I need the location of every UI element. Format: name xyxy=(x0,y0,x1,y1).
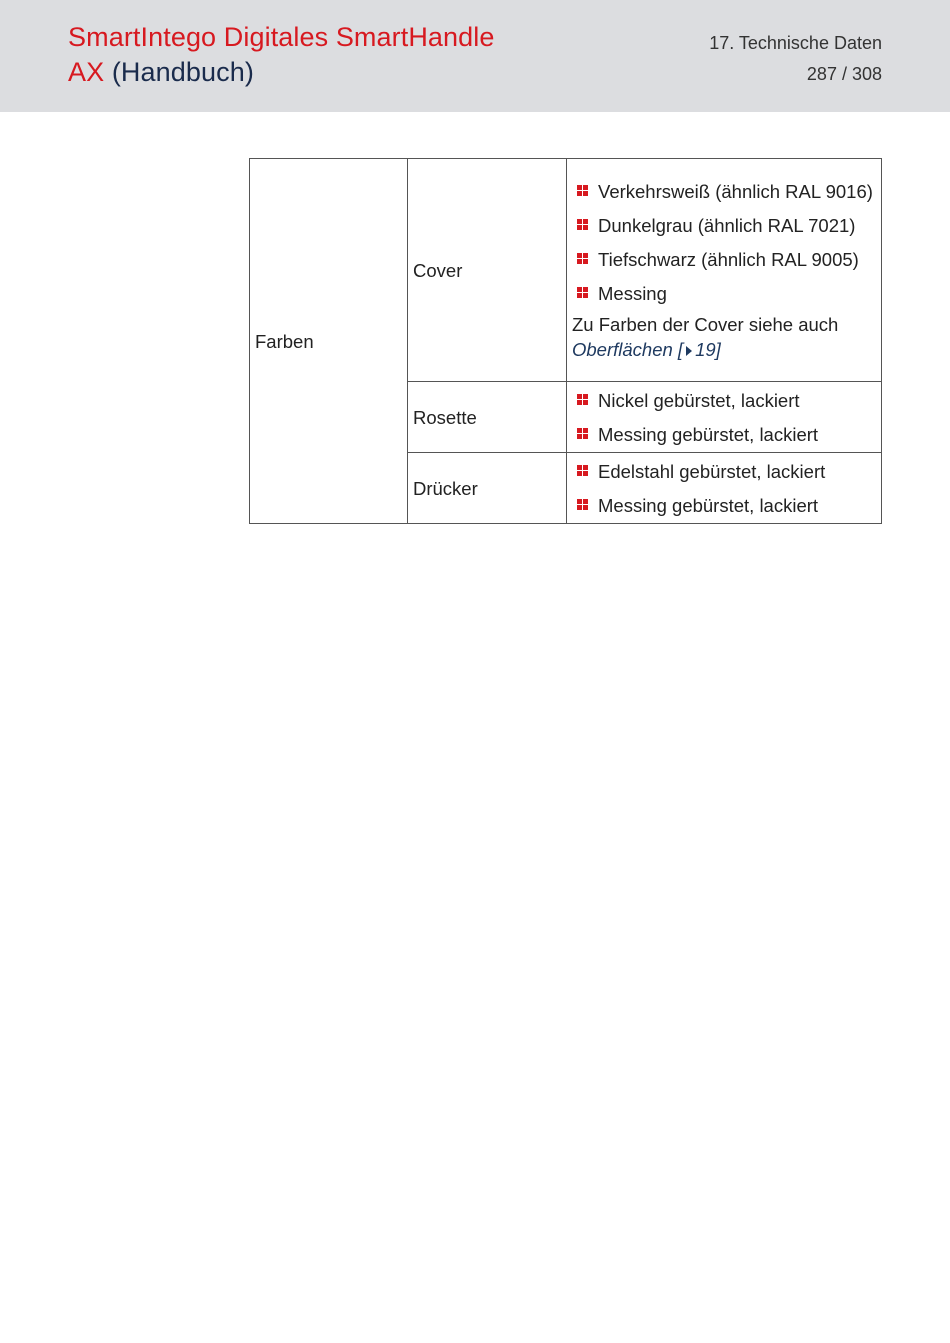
title-model: AX xyxy=(68,57,105,87)
rosette-values xyxy=(567,382,882,453)
chapter-info xyxy=(709,28,882,90)
bullet-icon xyxy=(577,428,588,439)
rosette-list xyxy=(572,388,876,447)
title-line-2 xyxy=(68,55,495,90)
cover-list xyxy=(572,179,876,306)
page-number: 287 / 308 xyxy=(806,64,882,84)
cover-note xyxy=(572,312,876,362)
cover-values xyxy=(567,159,882,382)
bullet-icon xyxy=(577,465,588,476)
list-item: Messing gebürstet, lackiert xyxy=(572,493,876,518)
table-row xyxy=(250,159,882,382)
list-item: Tiefschwarz (ähnlich RAL 9005) xyxy=(572,247,876,272)
surface-link[interactable]: Oberflächen [ 19] xyxy=(572,338,721,360)
chapter-title: 17. Technische Daten xyxy=(709,33,882,53)
druecker-list xyxy=(572,459,876,518)
druecker-values xyxy=(567,453,882,524)
arrow-right-icon xyxy=(686,346,692,356)
row-label-farben: Farben xyxy=(250,159,408,524)
list-item: Dunkelgrau (ähnlich RAL 7021) xyxy=(572,213,876,238)
bullet-icon xyxy=(577,287,588,298)
document-title xyxy=(68,20,495,90)
sub-label-druecker: Drücker xyxy=(408,453,567,524)
title-subtitle: (Handbuch) xyxy=(111,57,254,87)
note-text: Zu Farben der Cover siehe auch xyxy=(572,313,839,335)
bullet-icon xyxy=(577,185,588,196)
bullet-icon xyxy=(577,219,588,230)
list-item: Nickel gebürstet, lackiert xyxy=(572,388,876,413)
list-item: Verkehrsweiß (ähnlich RAL 9016) xyxy=(572,179,876,204)
list-item: Messing xyxy=(572,281,876,306)
list-item: Edelstahl gebürstet, lackiert xyxy=(572,459,876,484)
bullet-icon xyxy=(577,394,588,405)
page-header xyxy=(0,0,950,112)
title-line-1: SmartIntego Digitales SmartHandle xyxy=(68,22,495,52)
bullet-icon xyxy=(577,253,588,264)
list-item: Messing gebürstet, lackiert xyxy=(572,422,876,447)
sub-label-rosette: Rosette xyxy=(408,382,567,453)
sub-label-cover: Cover xyxy=(408,159,567,382)
spec-table xyxy=(249,158,882,524)
bullet-icon xyxy=(577,499,588,510)
